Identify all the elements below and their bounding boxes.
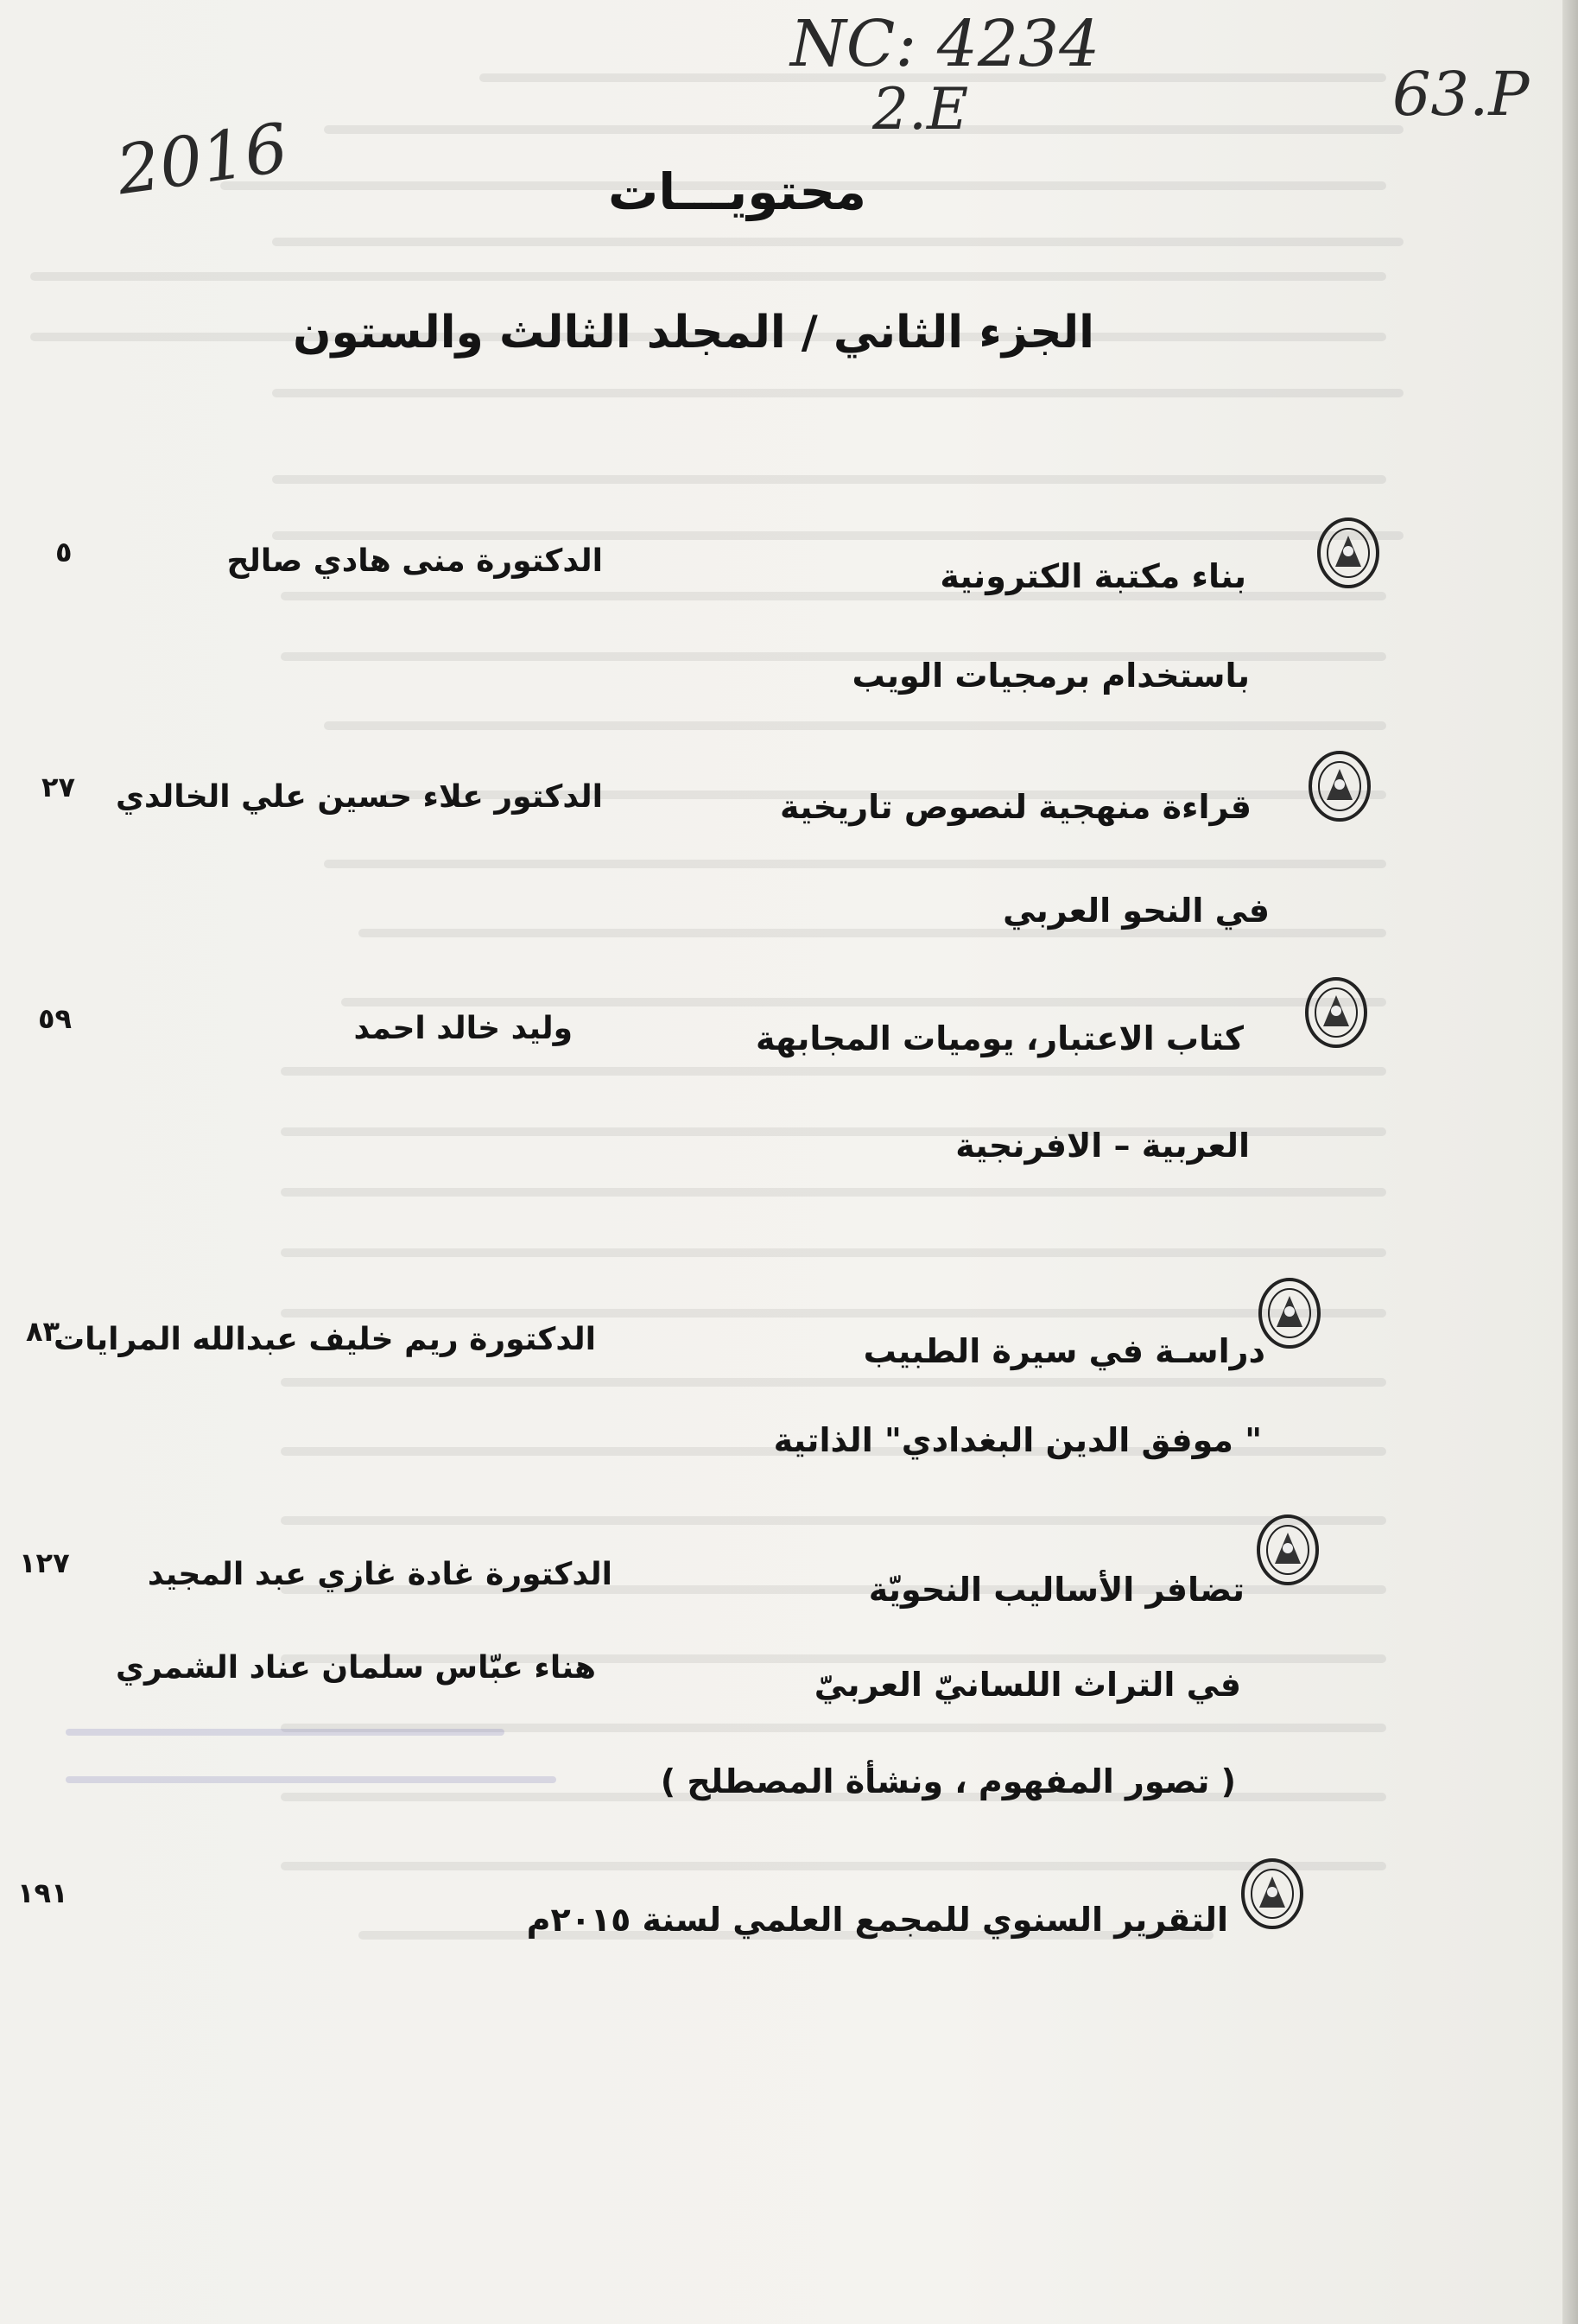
entry-2-title-line-1: قراءة منهجية لنصوص تاريخية bbox=[780, 788, 1252, 826]
entry-3-title-line-2: العربية – الافرنجية bbox=[955, 1127, 1250, 1165]
entry-3-title-line-1: كتاب الاعتبار، يوميات المجابهة bbox=[755, 1019, 1244, 1057]
entry-6-page-number: ١٩١ bbox=[17, 1876, 68, 1909]
page-title: محتويـــات bbox=[607, 162, 867, 221]
entry-4-page-number: ٨٣ bbox=[26, 1315, 60, 1348]
handwritten-call-number: NC: 4234 bbox=[790, 7, 1100, 81]
entry-6-title-line-1: التقرير السنوي للمجمع العلمي لسنة ٢٠١٥م bbox=[526, 1901, 1228, 1939]
entry-5-title-line-3: ( تصور المفهوم ، ونشأة المصطلح ) bbox=[660, 1762, 1236, 1800]
entry-2-page-number: ٢٧ bbox=[41, 771, 76, 803]
academy-emblem-icon bbox=[1316, 517, 1380, 589]
entry-1-author: الدكتورة منى هادي صالح bbox=[226, 543, 603, 579]
entry-1-title-line-2: باستخدام برمجيات الويب bbox=[852, 657, 1250, 695]
entry-1-page-number: ٥ bbox=[55, 536, 73, 568]
entry-4-title-line-1: دراسـة في سيرة الطبيب bbox=[863, 1332, 1265, 1370]
handwritten-code: 63.P bbox=[1392, 59, 1530, 130]
handwritten-year: 2016 bbox=[111, 109, 293, 211]
entry-5-author-1: الدكتورة غادة غازي عبد المجيد bbox=[147, 1557, 612, 1592]
handwritten-call-sub: 2.E bbox=[872, 76, 969, 143]
volume-subtitle: الجزء الثاني / المجلد الثالث والستون bbox=[293, 307, 1094, 359]
entry-5-author-2: هناء عبّاس سلمان عناد الشمري bbox=[116, 1650, 596, 1686]
academy-emblem-icon bbox=[1256, 1514, 1320, 1586]
academy-emblem-icon bbox=[1304, 976, 1368, 1049]
academy-emblem-icon bbox=[1258, 1277, 1321, 1349]
entry-4-title-line-2: " موفق الدين البغدادي" الذاتية bbox=[773, 1421, 1262, 1459]
academy-emblem-icon bbox=[1240, 1857, 1304, 1930]
entry-5-title-line-1: تضافر الأساليب النحويّة bbox=[868, 1571, 1245, 1609]
entry-5-page-number: ١٢٧ bbox=[19, 1546, 70, 1579]
entry-4-author: الدكتورة ريم خليف عبدالله المرايات bbox=[53, 1322, 596, 1357]
entry-3-author: وليد خالد احمد bbox=[353, 1011, 573, 1046]
entry-3-page-number: ٥٩ bbox=[38, 1002, 73, 1035]
entry-5-title-line-2: في التراث اللسانيّ العربيّ bbox=[814, 1666, 1241, 1704]
entry-2-author: الدكتور علاء حسين علي الخالدي bbox=[115, 779, 603, 815]
entry-2-title-line-2: في النحو العربي bbox=[1003, 892, 1270, 930]
entry-1-title-line-1: بناء مكتبة الكترونية bbox=[940, 557, 1246, 595]
academy-emblem-icon bbox=[1308, 750, 1372, 822]
